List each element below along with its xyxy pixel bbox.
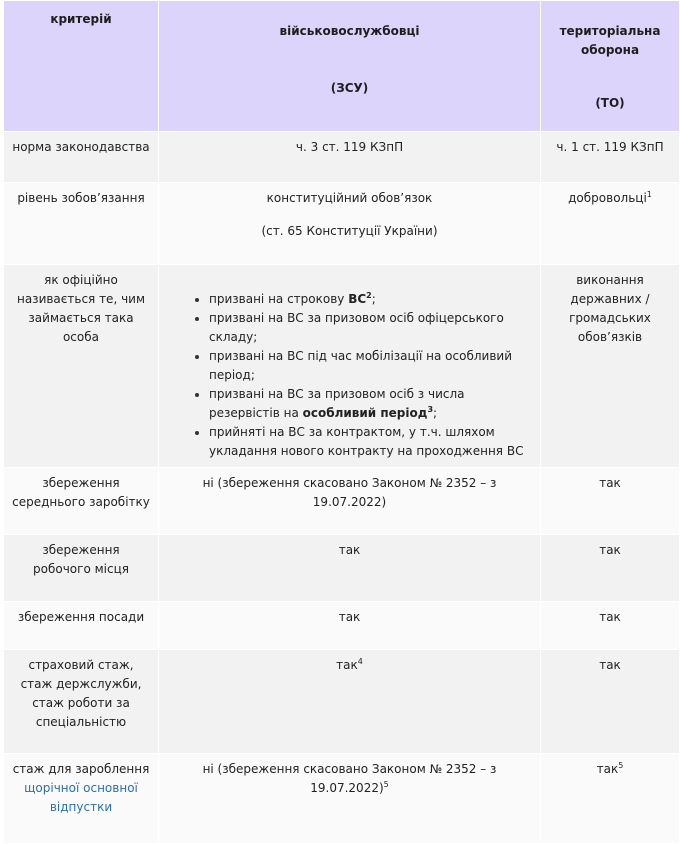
footnote-ref[interactable]: 4 bbox=[357, 657, 363, 666]
footnote-ref[interactable]: 2 bbox=[366, 291, 372, 300]
territorial-cell: так bbox=[541, 535, 680, 602]
military-cell bbox=[159, 265, 541, 468]
military-cell: так bbox=[159, 535, 541, 602]
territorial-cell: так bbox=[541, 650, 680, 754]
footnote-ref[interactable]: 1 bbox=[646, 190, 652, 199]
military-cell: так bbox=[159, 602, 541, 650]
comparison-table bbox=[3, 0, 680, 844]
territorial-cell: добровольці$^1$ bbox=[541, 183, 680, 265]
criterion-cell: рівень зобов’язання bbox=[4, 183, 159, 265]
table-row bbox=[4, 602, 680, 650]
criterion-cell: як офіційно називається те, чим займається така особа bbox=[4, 265, 159, 468]
territorial-cell: виконання державних / громадських обов’язків bbox=[541, 265, 680, 468]
table-row bbox=[4, 265, 680, 468]
criterion-cell: страховий стаж, стаж держслужби, стаж роботи за спеціальністю bbox=[4, 650, 159, 754]
annual-leave-link[interactable]: щорічної основної відпустки bbox=[24, 781, 138, 814]
table-row bbox=[4, 468, 680, 535]
criterion-cell: збереження посади bbox=[4, 602, 159, 650]
criterion-cell: збереження робочого місця bbox=[4, 535, 159, 602]
territorial-cell: так bbox=[541, 602, 680, 650]
military-cell: ні (збереження скасовано Законом № 2352 – з 19.07.2022) bbox=[159, 468, 541, 535]
criterion-cell: стаж для зароблення щорічної основної відпустки bbox=[4, 754, 159, 844]
footnote-ref[interactable]: 5 bbox=[383, 780, 389, 789]
header-criterion: критерій bbox=[4, 1, 159, 132]
table-row bbox=[4, 183, 680, 265]
header-territorial: територіальна оборона (ТО) bbox=[541, 1, 680, 132]
criterion-cell: збереження середнього заробітку bbox=[4, 468, 159, 535]
footnote-ref[interactable]: 5 bbox=[618, 761, 624, 770]
comparison-table-wrapper bbox=[3, 0, 679, 844]
territorial-cell: так$^5$ bbox=[541, 754, 680, 844]
list-item: призвані на ВС за призовом осіб з числа резервістів на особливий період$^3$; bbox=[209, 385, 532, 423]
military-cell: ч. 3 ст. 119 КЗпП bbox=[159, 132, 541, 183]
list-item: призвані на ВС під час мобілізації на особливий період; bbox=[209, 347, 532, 385]
list-item: прийняті на ВС за контрактом, у т.ч. шляхом укладання нового контракту на проходження ВС bbox=[209, 423, 532, 461]
military-cell: конституційний обов’язок (ст. 65 Конституції України) bbox=[159, 183, 541, 265]
list-item: призвані на строкову $ВС^2$; bbox=[209, 290, 532, 309]
table-row bbox=[4, 132, 680, 183]
territorial-cell: ч. 1 ст. 119 КЗпП bbox=[541, 132, 680, 183]
table-row bbox=[4, 535, 680, 602]
table-row bbox=[4, 754, 680, 844]
list-item: призвані на ВС за призовом осіб офіцерського складу; bbox=[209, 309, 532, 347]
territorial-cell: так bbox=[541, 468, 680, 535]
military-cell: так$^4$ bbox=[159, 650, 541, 754]
header-row bbox=[4, 1, 680, 132]
footnote-ref[interactable]: 3 bbox=[427, 405, 434, 414]
bullet-list bbox=[167, 290, 532, 461]
criterion-cell: норма законодавства bbox=[4, 132, 159, 183]
military-cell: ні (збереження скасовано Законом № 2352 – з 19.07.2022)$^5$ bbox=[159, 754, 541, 844]
header-military: військовослужбовці (ЗСУ) bbox=[159, 1, 541, 132]
table-row bbox=[4, 650, 680, 754]
